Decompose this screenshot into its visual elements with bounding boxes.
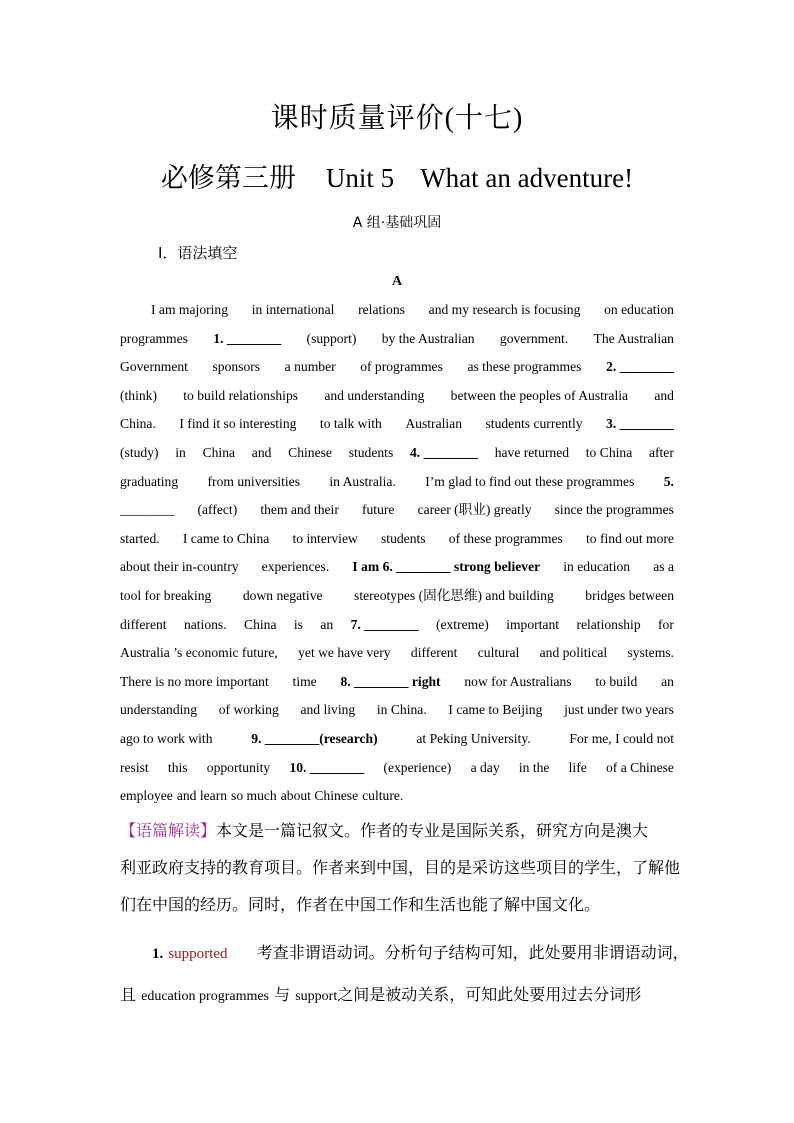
passage-segment: understanding <box>120 702 198 718</box>
passage-segment: as these programmes <box>467 359 582 375</box>
passage-segment: in Australia. <box>329 473 396 489</box>
passage-segment: I am 6. ________ strong believer <box>352 559 541 575</box>
passage-segment: employee <box>120 788 173 804</box>
passage-line <box>120 325 674 354</box>
passage-segment: to build <box>595 673 638 689</box>
passage-segment: Chinese <box>288 444 332 460</box>
passage-line <box>120 782 674 811</box>
passage-segment: different <box>410 645 458 661</box>
passage-line <box>120 696 674 725</box>
passage-segment: 9. ________(research) <box>251 730 378 746</box>
passage-segment: (affect) <box>197 502 238 518</box>
passage-segment: career (职业) greatly <box>417 502 532 518</box>
passage-segment: (support) <box>306 330 357 346</box>
analysis-line: 们在中国的经历。同时，作者在中国工作和生活也能了解中国文化。 <box>120 895 601 914</box>
passage-segment: and <box>251 444 272 460</box>
passage-segment: in <box>175 444 186 460</box>
passage-line <box>120 754 674 783</box>
unit-title: What an adventure! <box>420 163 634 193</box>
passage-segment: I find it so interesting <box>179 416 297 432</box>
passage-segment: by the Australian <box>381 330 475 346</box>
passage-segment: have returned <box>494 444 570 460</box>
passage-segment: 2. ________ <box>606 359 674 375</box>
passage-segment: Australian <box>405 416 462 432</box>
passage-segment: 5. <box>663 473 674 489</box>
passage-line <box>120 668 674 697</box>
passage-segment: yet we have very <box>298 645 391 661</box>
passage-line <box>120 439 674 468</box>
passage-segment: (study) <box>120 444 159 460</box>
passage-segment: students currently <box>485 416 583 432</box>
passage-segment: a number <box>284 359 336 375</box>
passage-segment: to find out more <box>586 530 674 546</box>
passage-segment: a day <box>470 759 500 775</box>
passage-letter: A <box>391 274 403 289</box>
passage-segment: for <box>658 616 674 632</box>
passage-segment: Government <box>120 359 188 375</box>
passage-segment: about their in-country <box>120 559 239 575</box>
passage-segment: now for Australians <box>464 673 572 689</box>
answer-value: supported <box>168 946 228 962</box>
passage-segment: opportunity <box>206 759 271 775</box>
passage-segment: since the programmes <box>554 502 674 518</box>
passage-line <box>120 611 674 640</box>
passage-segment: I came to China <box>182 530 270 546</box>
passage-segment: as a <box>653 559 674 575</box>
passage-segment: 10. ________ <box>289 759 365 775</box>
passage-segment: China. <box>120 416 156 432</box>
passage-segment: life <box>568 759 587 775</box>
analysis-line: 利亚政府支持的教育项目。作者来到中国，目的是采访这些项目的学生，了解他 <box>120 858 681 877</box>
passage-segment: and political <box>539 645 608 661</box>
passage-segment: and my research is focusing <box>428 302 581 317</box>
passage-segment: experiences. <box>261 559 330 575</box>
passage-segment: in education <box>563 559 631 575</box>
passage-segment: an <box>661 673 674 689</box>
passage-segment: to China <box>585 444 633 460</box>
passage-segment: relations <box>358 302 405 317</box>
passage-segment: 3. ________ <box>606 416 674 432</box>
passage-line <box>120 525 674 554</box>
passage-segment: in China. <box>376 702 427 718</box>
passage-segment: students <box>348 444 394 460</box>
group-label: A 组·基础巩固 <box>352 215 442 231</box>
passage-segment: tool for breaking <box>120 587 212 603</box>
answer-line: 且 education programmes 与 support之间是被动关系，可知此处要用过去分词形 <box>120 985 642 1004</box>
passage-line <box>120 410 674 439</box>
passage-segment: to interview <box>292 530 358 546</box>
passage-segment: of working <box>218 702 279 718</box>
passage-segment: them and their <box>260 502 339 518</box>
passage-segment: different <box>120 616 167 632</box>
passage-segment: cultural <box>477 645 520 661</box>
passage-line <box>120 353 674 382</box>
passage-segment: For me, I could not <box>569 730 674 746</box>
passage-segment: of programmes <box>360 359 443 375</box>
passage-segment: of these programmes <box>448 530 563 546</box>
passage-segment: nations. <box>183 616 227 632</box>
book-label: 必修第三册 <box>160 163 296 194</box>
passage-line <box>120 468 674 497</box>
passage-line <box>120 582 674 611</box>
analysis-tag: 【语篇解读】 <box>120 821 217 840</box>
passage-line <box>120 382 674 411</box>
passage-segment: at Peking University. <box>416 730 531 746</box>
passage-segment: important <box>506 616 560 632</box>
passage-segment: and learn <box>176 788 228 804</box>
passage-segment: I came to Beijing <box>448 702 543 718</box>
passage-segment: on education <box>604 302 674 317</box>
passage-segment: government. <box>499 330 569 346</box>
passage-segment: an <box>320 616 334 632</box>
passage-segment: 4. ________ <box>409 444 478 460</box>
passage-line <box>120 296 674 325</box>
passage-segment: (extreme) <box>435 616 489 632</box>
answer-text: 考查非谓语动词。分析句子结构可知，此处要用非谓语动词， <box>256 943 689 962</box>
passage-segment: programmes <box>120 330 188 346</box>
passage-text <box>120 296 674 811</box>
passage-segment: stereotypes (固化思维) and building <box>354 587 554 603</box>
analysis-line: 【语篇解读】本文是一篇记叙文。作者的专业是国际关系，研究方向是澳大 <box>120 821 649 840</box>
passage-segment: in international <box>251 302 335 317</box>
text-analysis <box>120 812 681 923</box>
passage-segment: 1. ________ <box>213 330 282 346</box>
passage-segment: about Chinese <box>280 788 359 804</box>
passage-segment: and living <box>300 702 356 718</box>
passage-segment: time <box>292 673 317 689</box>
passage-line <box>120 725 674 754</box>
passage-segment: to talk with <box>319 416 382 432</box>
passage-segment: sponsors <box>212 359 261 375</box>
passage-segment: and understanding <box>324 387 425 403</box>
passage-segment: I’m glad to find out these programmes <box>425 473 635 489</box>
section-label: Ⅰ．语法填空 <box>158 244 238 262</box>
passage-segment: systems. <box>627 645 674 661</box>
passage-segment: Australia ’s economic future, <box>120 645 278 661</box>
passage-segment: and <box>654 387 674 403</box>
answer-number: 1. <box>152 946 164 962</box>
passage-segment: future <box>361 502 395 518</box>
passage-segment: so much <box>231 788 277 804</box>
passage-segment: graduating <box>120 473 179 489</box>
passage-segment: The Australian <box>593 330 674 346</box>
passage-segment: just under two years <box>564 702 674 718</box>
passage-segment: bridges between <box>585 587 674 603</box>
passage-line <box>120 553 674 582</box>
passage-segment: relationship <box>576 616 641 632</box>
passage-segment: between the peoples of Australia <box>450 387 629 403</box>
passage-segment: ________ <box>120 502 175 518</box>
passage-segment: this <box>167 759 188 775</box>
passage-segment: resist <box>120 759 149 775</box>
passage-segment: culture. <box>362 788 404 804</box>
passage-segment: is <box>293 616 303 632</box>
passage-line <box>120 496 674 525</box>
passage-line <box>120 639 674 668</box>
passage-segment: China <box>244 616 277 632</box>
page-title: 课时质量评价(十七) <box>270 103 524 134</box>
passage-segment: There is no more important <box>120 673 269 689</box>
passage-segment: ago to work with <box>120 730 213 746</box>
passage-segment: started. <box>120 530 160 546</box>
passage-segment: China <box>202 444 236 460</box>
passage-segment: after <box>648 444 674 460</box>
passage-segment: from universities <box>207 473 301 489</box>
answer-line <box>120 932 689 974</box>
passage-segment: of a Chinese <box>606 759 674 775</box>
unit-heading <box>0 156 794 195</box>
passage-segment: (think) <box>120 387 157 403</box>
unit-label: Unit 5 <box>325 163 395 193</box>
passage-segment: students <box>381 530 426 546</box>
passage-segment: 8. ________ right <box>340 673 441 689</box>
passage-segment: in the <box>518 759 550 775</box>
passage-segment: down negative <box>242 587 323 603</box>
passage-segment: I am majoring <box>151 302 229 317</box>
passage-segment: 7. ________ <box>350 616 419 632</box>
answer-explanation <box>120 932 689 1016</box>
passage-segment: to build relationships <box>183 387 299 403</box>
passage-segment: (experience) <box>383 759 452 775</box>
